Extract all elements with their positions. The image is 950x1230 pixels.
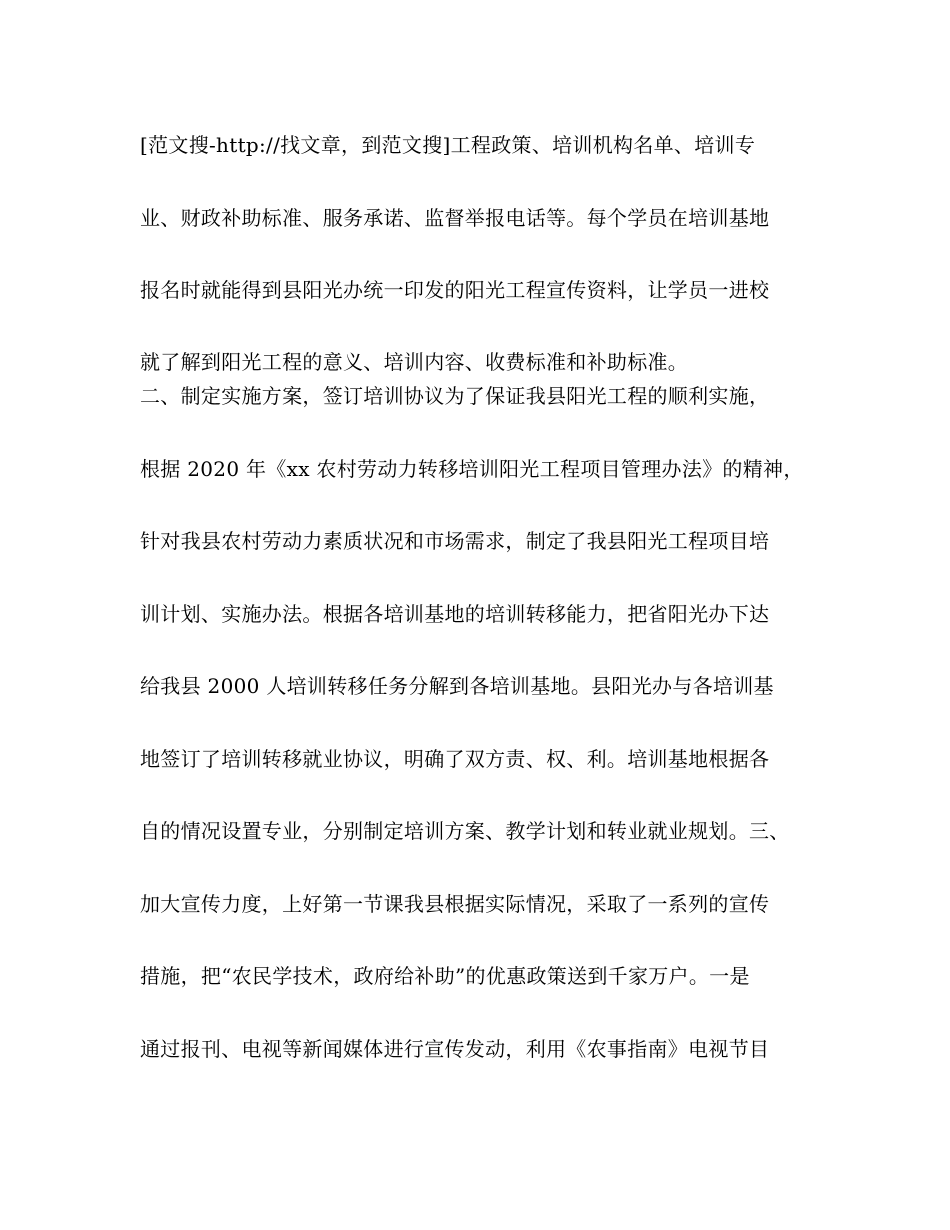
text-line: 报名时就能得到县阳光办统一印发的阳光工程宣传资料，让学员一进校	[140, 278, 770, 302]
text-line: 自的情况设置专业，分别制定培训方案、教学计划和转业就业规划。三、	[140, 819, 790, 843]
text-line: 地签订了培训转移就业协议，明确了双方责、权、利。培训基地根据各	[140, 747, 770, 771]
text-line: 加大宣传力度，上好第一节课我县根据实际情况，采取了一系列的宣传	[140, 892, 770, 916]
text-line: 二、制定实施方案，签订培训协议为了保证我县阳光工程的顺利实施，	[140, 384, 770, 408]
text-line: 措施，把“农民学技术，政府给补助”的优惠政策送到千家万户。一是	[140, 964, 750, 988]
text-line: 训计划、实施办法。根据各培训基地的培训转移能力，把省阳光办下达	[140, 602, 770, 626]
text-line: 通过报刊、电视等新闻媒体进行宣传发动，利用《农事指南》电视节目	[140, 1037, 770, 1061]
text-line: [范文搜-http://找文章，到范文搜]工程政策、培训机构名单、培训专	[140, 133, 756, 157]
text-line: 针对我县农村劳动力素质状况和市场需求，制定了我县阳光工程项目培	[140, 529, 770, 553]
text-line: 业、财政补助标准、服务承诺、监督举报电话等。每个学员在培训基地	[140, 206, 770, 230]
text-line: 根据 2020 年《xx 农村劳动力转移培训阳光工程项目管理办法》的精神，	[140, 457, 804, 481]
text-line: 就了解到阳光工程的意义、培训内容、收费标准和补助标准。	[140, 350, 689, 374]
text-line: 给我县 2000 人培训转移任务分解到各培训基地。县阳光办与各培训基	[140, 674, 774, 698]
